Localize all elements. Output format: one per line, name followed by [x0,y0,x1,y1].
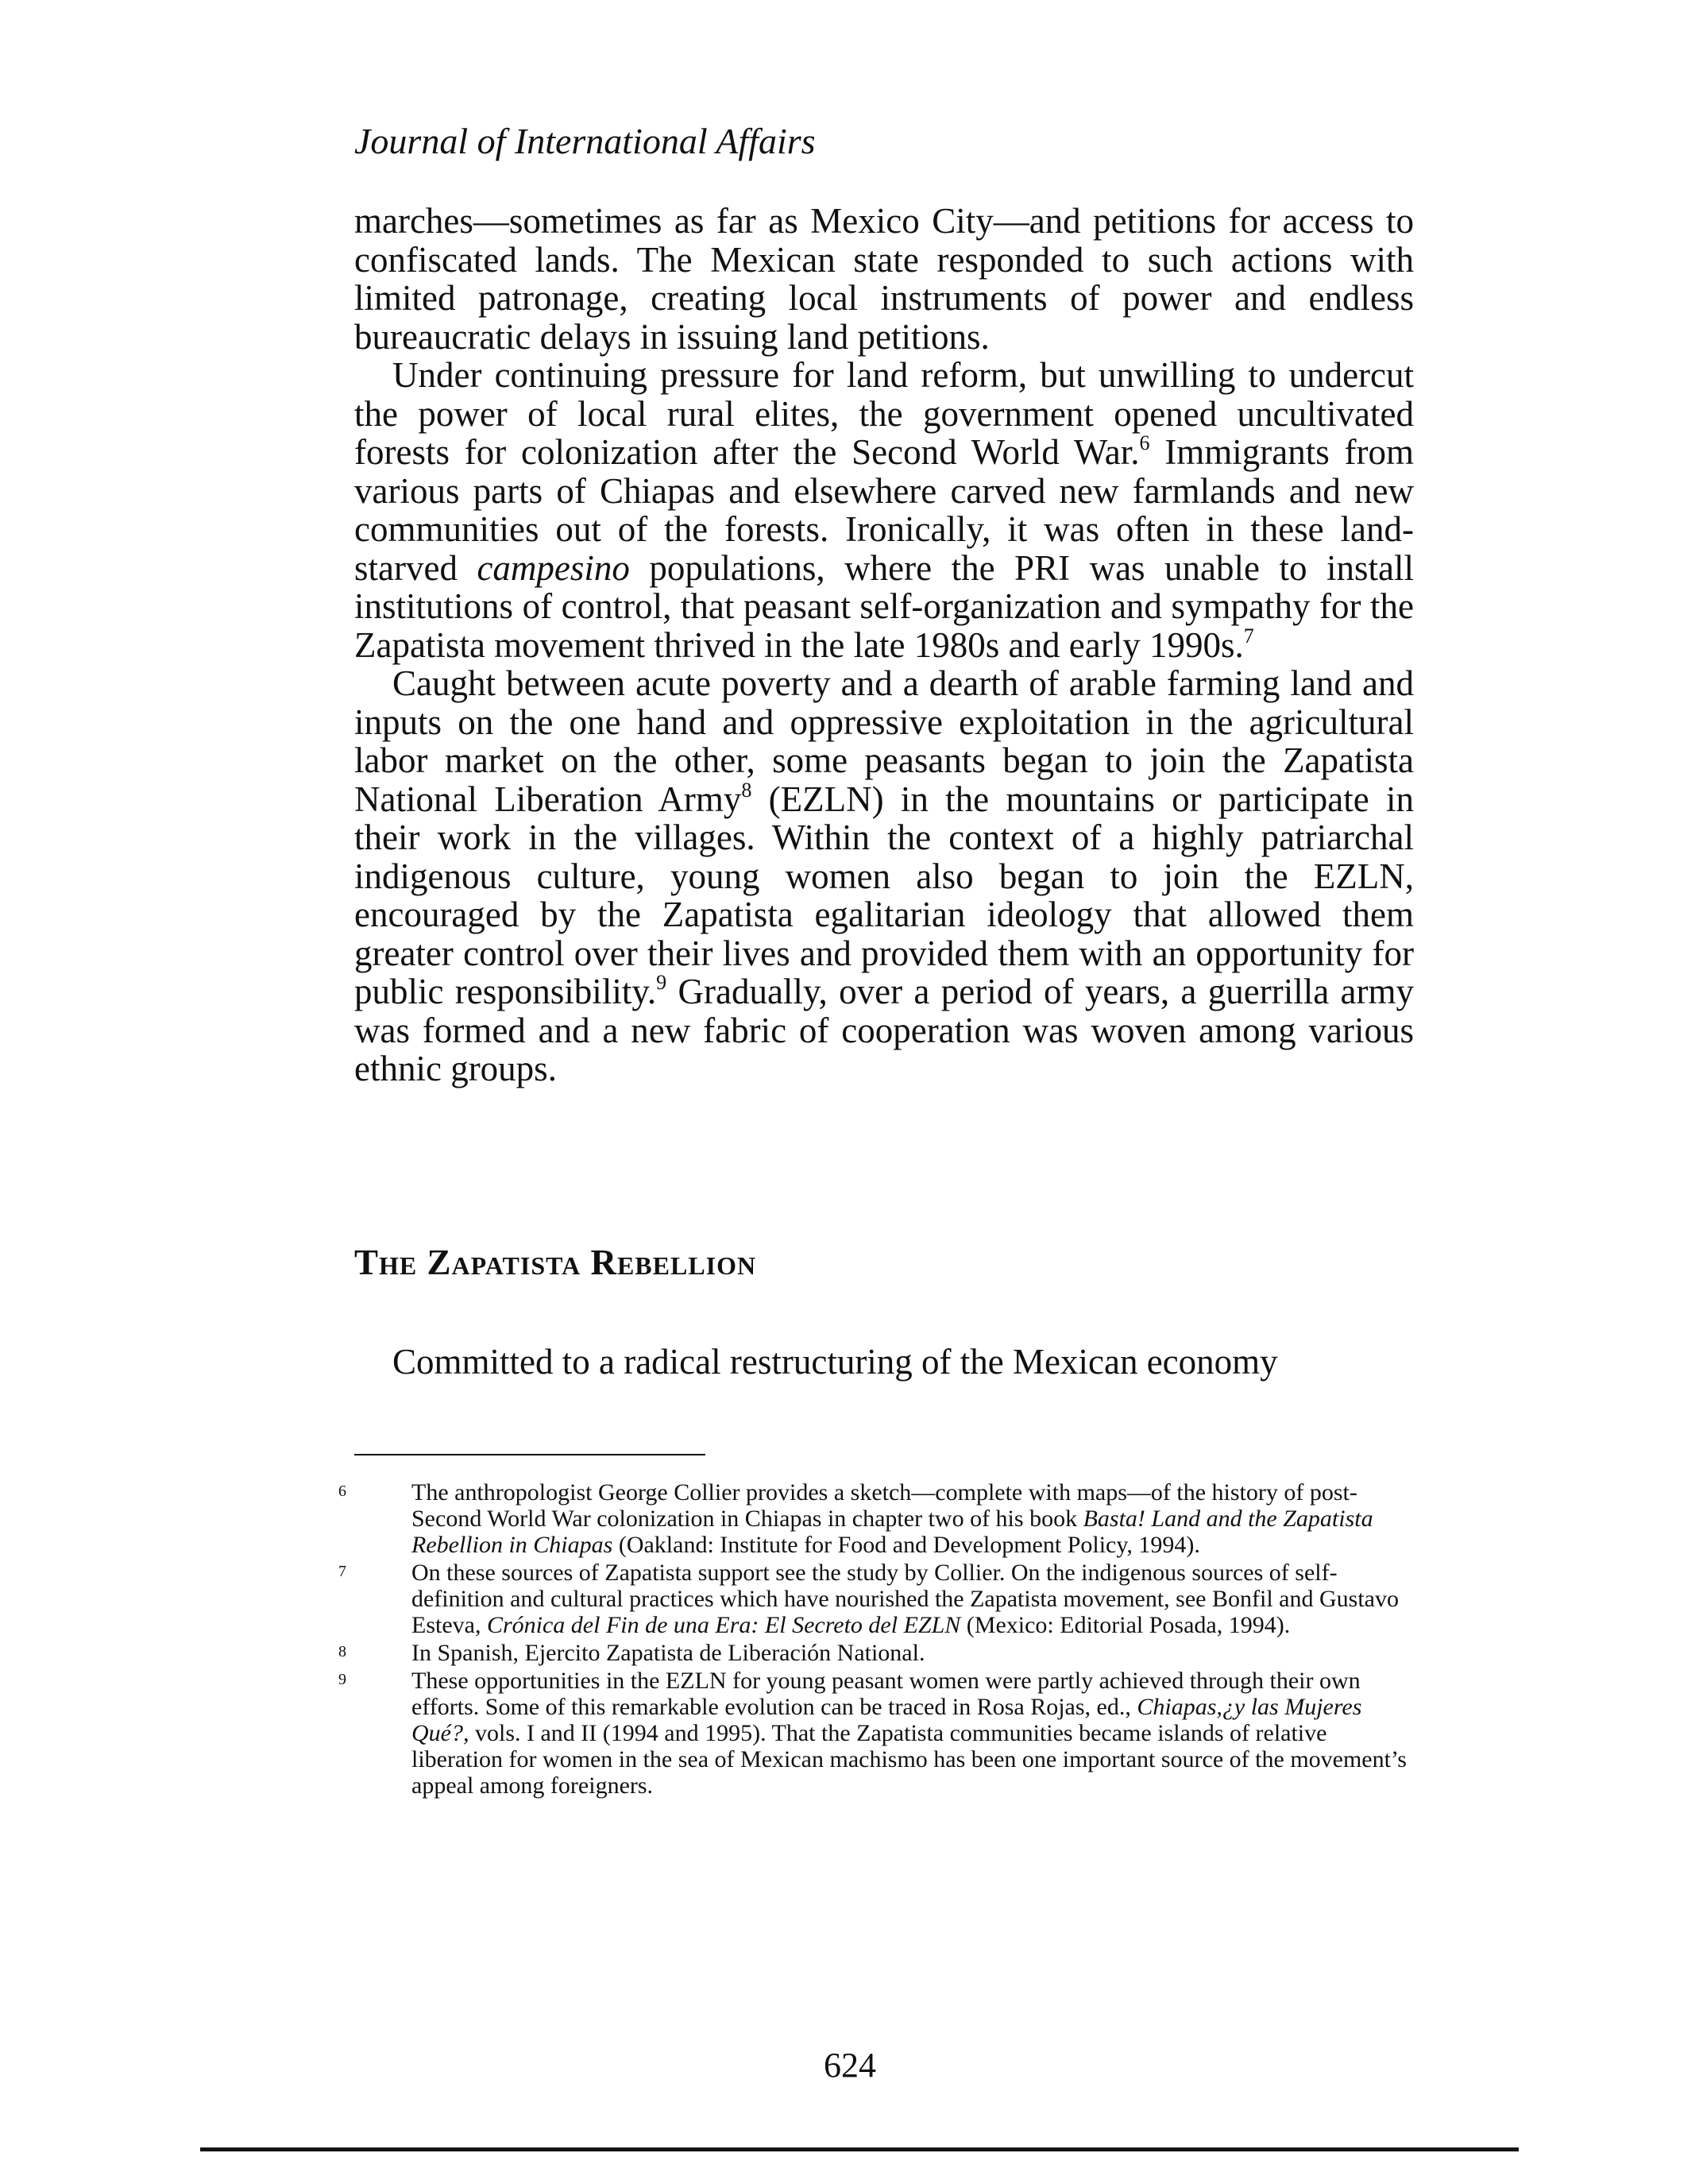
footnote-text-a: These opportunities in the EZLN for young peasant women were partly achieved through their own efforts. Some of this remarkable evolution can be traced in Rosa Rojas, ed., [411,1668,1361,1720]
footnote-text [411,1479,1415,1558]
paragraph-2-text-b: Immigrants from various parts of Chiapas and elsewhere carved new farmlands and new communities out of the forests. Ironically, it was often in these land-starved [354,432,1414,588]
running-head: Journal of International Affairs [354,121,816,161]
page-number: 624 [824,2046,876,2085]
footnote-book-title: Basta! Land and the Zapatista Rebellion in Chiapas [411,1506,1373,1558]
footnote-text-b: vols. I and II (1994 and 1995). That the Zapatista communities became islands of relative liberation for women in the sea of Mexican machismo has been one important source of the movement’s appeal among foreigners. [411,1720,1407,1799]
paragraph-3-text-b: (EZLN) in the mountains or participate in their work in the villages. Within the context of a highly patriarchal indigenous culture, young women also began to join the EZLN, encouraged by the Zapatista egalitarian ideology that allowed them greater control over their lives and provided them with an opportunity for public responsibility. [354,779,1414,1011]
footnote-text [411,1640,1415,1666]
section-body-text [354,1343,1414,1382]
footnotes [335,1479,1415,1800]
footnote-text-b: (Mexico: Editorial Posada, 1994). [960,1612,1291,1638]
footnote-ref-9: 9 [656,971,667,994]
paragraph-2-text-c: populations, where the PRI was unable to install institutions of control, that peasant self-organization and sympathy for the Zapatista movement thrived in the late 1980s and early 1990s. [354,547,1414,665]
bottom-scan-rule [200,2147,1519,2151]
footnote-marker: 7 [338,1563,346,1580]
paragraph-2-italic-term: campesino [477,547,630,588]
footnote-marker: 8 [338,1643,346,1660]
paragraph-3-text-c: Gradually, over a period of years, a guerrilla army was formed and a new fabric of cooperation was woven among various ethnic groups. [354,972,1414,1088]
footnote-ref-6: 6 [1139,431,1150,454]
footnote-6 [335,1479,1415,1558]
main-body-text [354,202,1414,1088]
footnote-marker: 9 [338,1671,346,1688]
paragraph-3-text-a: Caught between acute poverty and a dearth of arable farming land and inputs on the one hand and oppressive exploitation in the agricultural labor market on the other, some peasants began to join the Zapatista National Liberation Army [354,663,1414,819]
footnote-text [411,1668,1415,1799]
footnote-text-a: On these sources of Zapatista support see the study by Collier. On the indigenous sources of self-definition and cultural practices which have nourished the Zapatista movement, see Bonfil and Gustavo Esteva, [411,1560,1399,1638]
paragraph-3 [354,664,1414,1088]
paragraph-1: marches—sometimes as far as Mexico City—and petitions for access to confiscated lands. The Mexican state responded to such actions with limited patronage, creating local instruments of power and endless bureaucratic delays in issuing land petitions. [354,201,1414,357]
section-paragraph-1: Committed to a radical restructuring of the Mexican economy [392,1342,1278,1382]
footnote-text-a: The anthropologist George Collier provides a sketch—complete with maps—of the history of post-Second World War colonization in Chiapas in chapter two of his book [411,1479,1357,1532]
footnote-book-title: Chiapas,¿y las Mujeres Qué?, [411,1694,1362,1746]
footnote-text-a: In Spanish, Ejercito Zapatista de Liberación National. [411,1640,925,1666]
footnote-9 [335,1668,1415,1799]
section-heading: The Zapatista Rebellion [354,1243,757,1282]
footnote-divider [354,1454,705,1455]
footnote-ref-7: 7 [1243,624,1254,647]
footnote-text [411,1560,1415,1638]
footnote-book-title: Crónica del Fin de una Era: El Secreto del EZLN [486,1612,961,1638]
footnote-text-b: (Oakland: Institute for Food and Development Policy, 1994). [612,1532,1200,1558]
footnote-8 [335,1640,1415,1666]
paragraph-2 [354,356,1414,664]
footnote-ref-8: 8 [741,778,752,802]
footnote-7 [335,1560,1415,1638]
paragraph-2-text-a: Under continuing pressure for land reform, but unwilling to undercut the power of local rural elites, the government opened uncultivated forests for colonization after the Second World War. [354,355,1414,472]
footnote-marker: 6 [338,1482,346,1500]
